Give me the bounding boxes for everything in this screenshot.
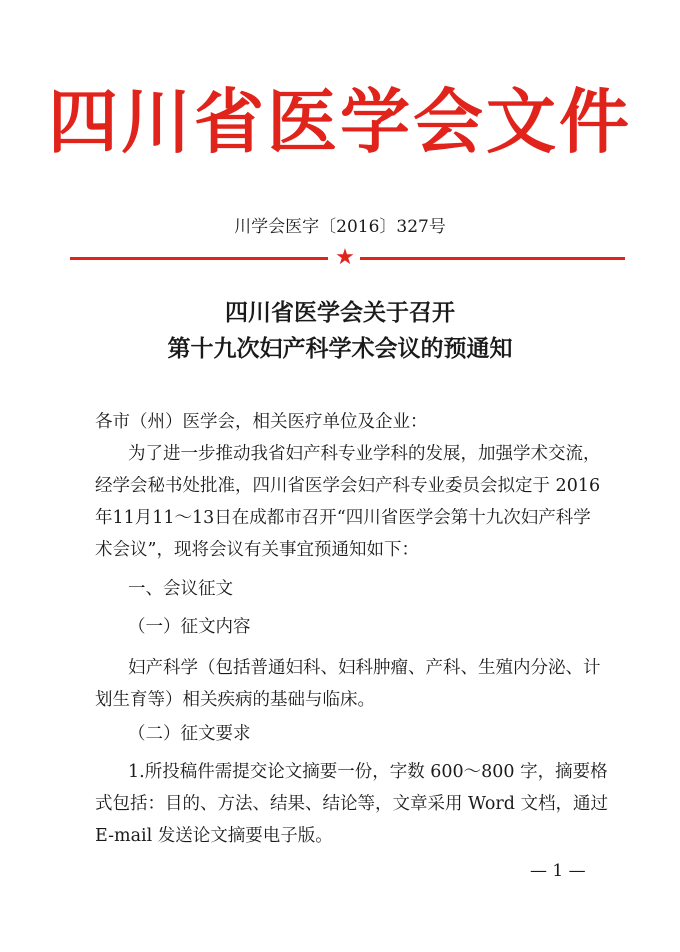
divider-line-left — [70, 257, 328, 260]
sub2-content-line: 1.所投稿件需提交论文摘要一份，字数 600～800 字，摘要格 — [128, 762, 608, 782]
intro-line: 经学会秘书处批准，四川省医学会妇产科专业委员会拟定于 2016 — [95, 476, 601, 496]
sub1-content-line: 妇产科学（包括普通妇科、妇科肿瘤、产科、生殖内分泌、计 — [128, 658, 601, 678]
divider-line-right — [360, 257, 625, 260]
sub2-content-line: E-mail 发送论文摘要电子版。 — [95, 826, 333, 846]
intro-line: 年11月11～13日在成都市召开“四川省医学会第十九次妇产科学 — [95, 508, 591, 528]
sub1-heading: （一）征文内容 — [128, 617, 251, 637]
document-number: 川学会医字〔2016〕327号 — [234, 217, 446, 237]
notice-title-line1: 四川省医学会关于召开 — [225, 299, 455, 326]
red-divider — [70, 245, 625, 270]
star-icon: ★ — [335, 245, 355, 270]
sub2-content-line: 式包括：目的、方法、结果、结论等，文章采用 Word 文档，通过 — [95, 794, 609, 814]
salutation: 各市（州）医学会，相关医疗单位及企业： — [95, 412, 428, 432]
document-header-title: 四川省医学会文件 — [48, 80, 632, 163]
notice-title-line2: 第十九次妇产科学术会议的预通知 — [167, 335, 513, 362]
sub1-content-line: 划生育等）相关疾病的基础与临床。 — [95, 690, 375, 710]
section1-heading: 一、会议征文 — [128, 579, 233, 599]
sub2-heading: （二）征文要求 — [128, 724, 251, 744]
page-number: — 1 — — [530, 861, 586, 881]
intro-line: 术会议”，现将会议有关事宜预通知如下： — [95, 540, 419, 560]
intro-line: 为了进一步推动我省妇产科专业学科的发展，加强学术交流， — [128, 444, 601, 464]
